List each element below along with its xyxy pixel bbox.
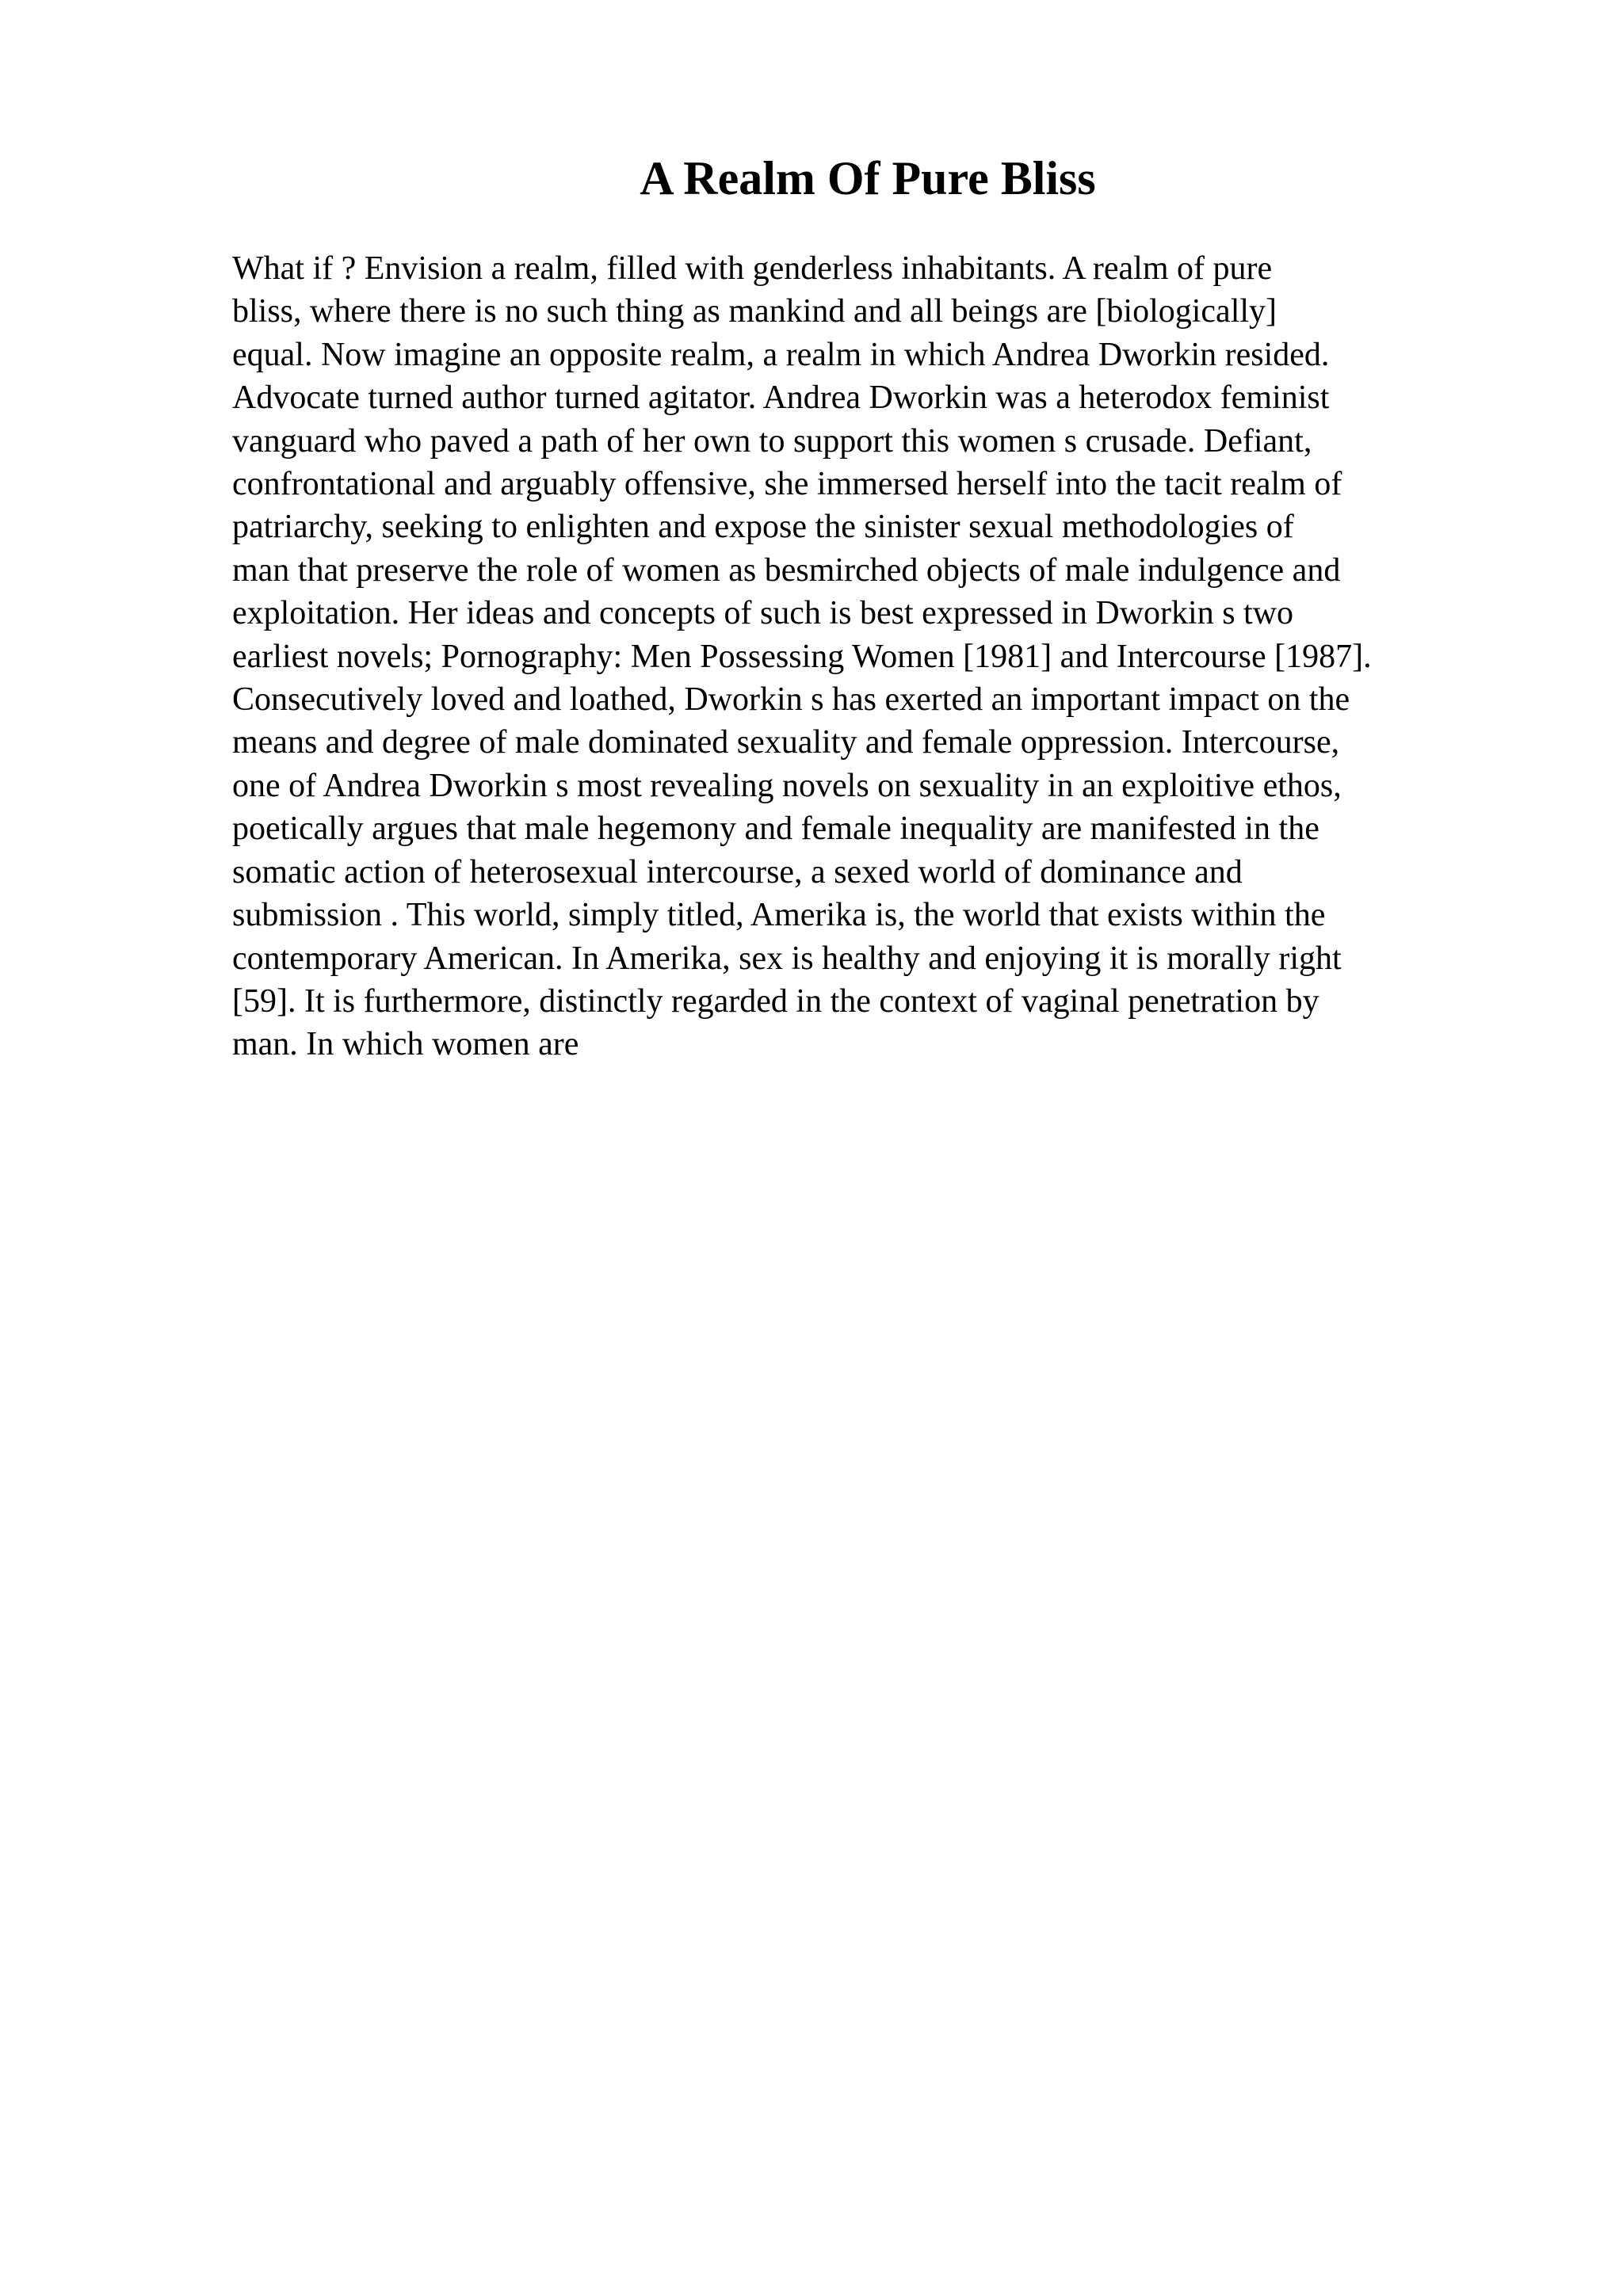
text-line: one of Andrea Dworkin s most revealing novels on sexuality in an exploitive ethos, bbox=[232, 767, 1342, 804]
text-line: submission . This world, simply titled, Amerika is, the world that exists within the bbox=[232, 897, 1326, 934]
text-line: Advocate turned author turned agitator. Andrea Dworkin was a heterodox feminist bbox=[232, 379, 1330, 417]
text-line: man that preserve the role of women as besmirched objects of male indulgence and bbox=[232, 551, 1341, 589]
text-line: confrontational and arguably offensive, she immersed herself into the tacit realm of bbox=[232, 466, 1342, 503]
text-line: means and degree of male dominated sexuality and female oppression. Intercourse, bbox=[232, 724, 1340, 761]
text-line: equal. Now imagine an opposite realm, a realm in which Andrea Dworkin resided. bbox=[232, 336, 1330, 373]
text-line: poetically argues that male hegemony and female inequality are manifested in the bbox=[232, 810, 1319, 848]
text-line: exploitation. Her ideas and concepts of such is best expressed in Dworkin s two bbox=[232, 595, 1294, 632]
text-line: bliss, where there is no such thing as mankind and all beings are [biologically] bbox=[232, 293, 1277, 330]
text-line: patriarchy, seeking to enlighten and expose the sinister sexual methodologies of bbox=[232, 509, 1294, 546]
text-line: somatic action of heterosexual intercourse, a sexed world of dominance and bbox=[232, 853, 1243, 891]
document-title: A Realm Of Pure Bliss bbox=[640, 152, 1096, 204]
text-line: vanguard who paved a path of her own to support this women s crusade. Defiant, bbox=[232, 422, 1312, 460]
text-line: contemporary American. In Amerika, sex is healthy and enjoying it is morally right bbox=[232, 940, 1342, 977]
body-paragraph bbox=[232, 247, 1516, 1066]
text-line: [59]. It is furthermore, distinctly regarded in the context of vaginal penetration by bbox=[232, 982, 1319, 1020]
text-line: What if ? Envision a realm, filled with genderless inhabitants. A realm of pure bbox=[232, 250, 1273, 287]
text-line: earliest novels; Pornography: Men Possessing Women [1981] and Intercourse [1987]. bbox=[232, 638, 1372, 675]
text-line: man. In which women are bbox=[232, 1026, 579, 1063]
text-line: Consecutively loved and loathed, Dworkin s has exerted an important impact on the bbox=[232, 681, 1350, 719]
